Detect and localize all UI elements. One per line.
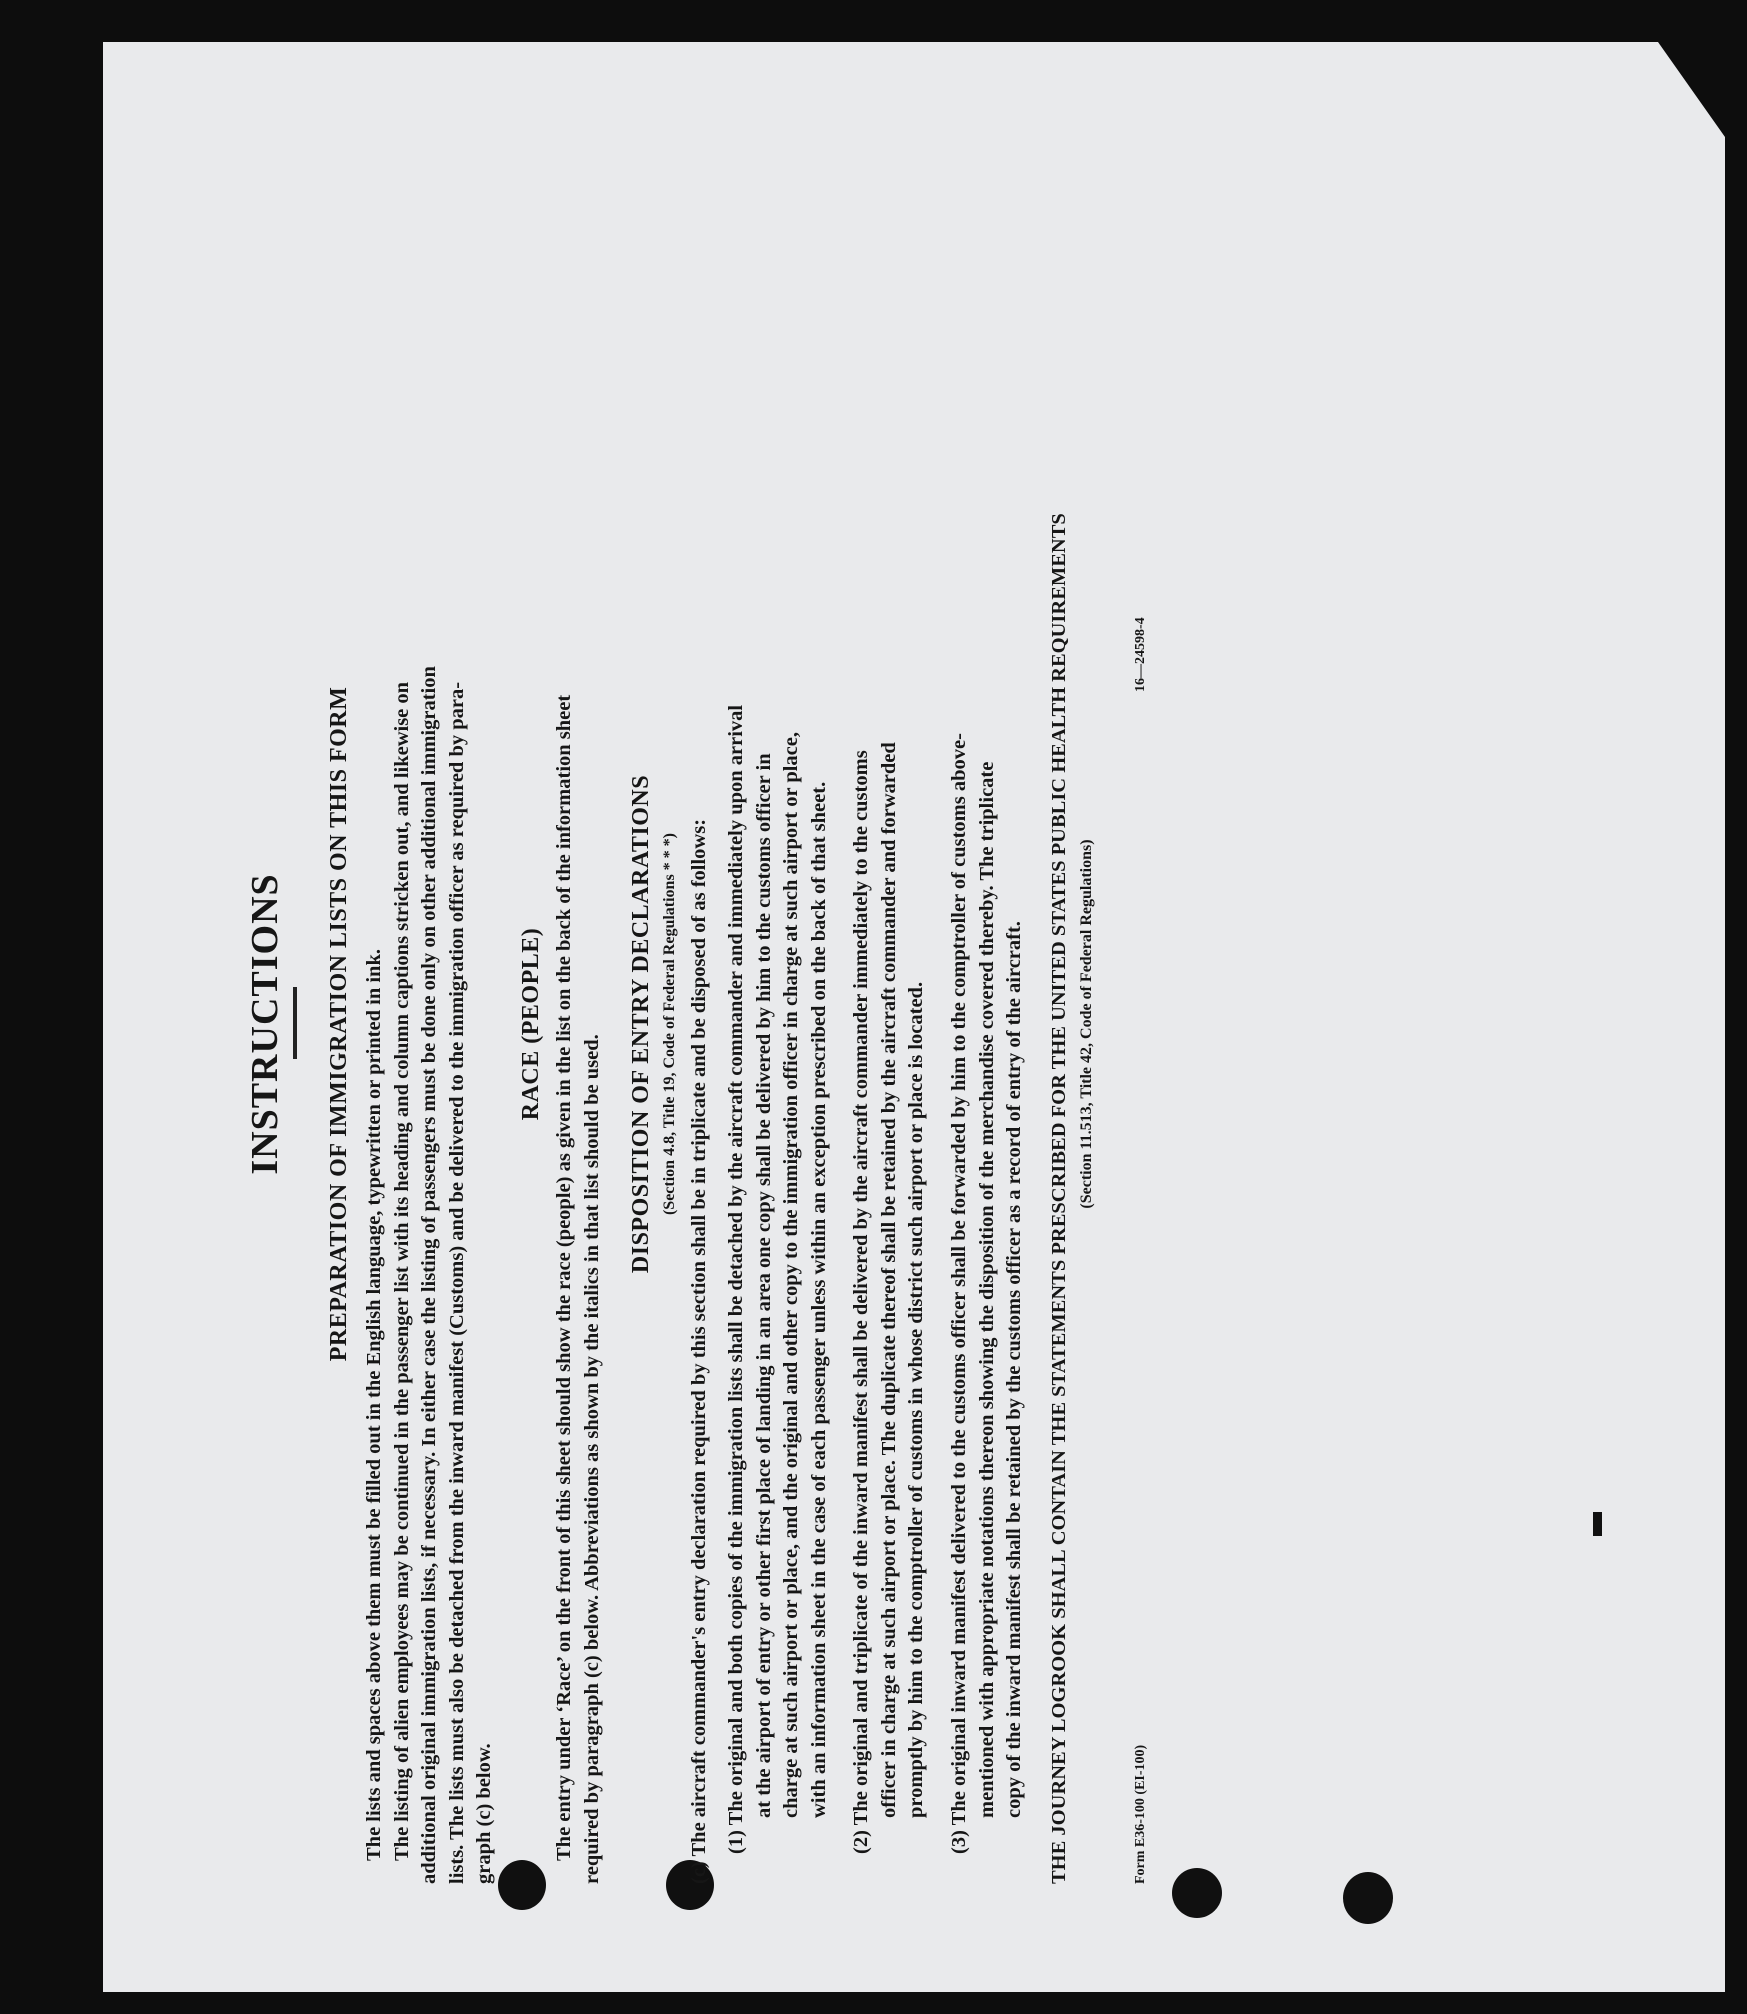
preparation-line: additional original immigration lists, if necessary. In either case the listing of passengers must be done only on other additional immigration — [418, 666, 440, 1884]
item-3-line: copy of the inward manifest shall be retained by the customs officer as a record of entry of the aircraft. — [1003, 921, 1025, 1818]
item-3-line: mentioned with appropriate notations thereon showing the disposition of the merchandise covered thereby. The triplicate — [976, 761, 998, 1818]
health-requirements-line: THE JOURNEY LOGROOK SHALL CONTAIN THE STATEMENTS PRESCRIBED FOR THE UNITED STATES PUBLIC HEALTH REQUIREMENTS — [1048, 513, 1070, 1884]
form-number: Form E36-100 (EI-100) — [1133, 1744, 1148, 1884]
title-underline — [293, 987, 297, 1059]
preparation-line: The lists and spaces above them must be filled out in the English language, typewritten or printed in ink. — [363, 949, 385, 1861]
item-2-line: officer in charge at such airport or place. The duplicate thereof shall be retained by the aircraft commander and forwarded — [878, 742, 900, 1818]
ink-mark — [1593, 1512, 1602, 1536]
print-code: 16—24598-4 — [1133, 617, 1148, 692]
item-1-line: at the airport of entry or other first place of landing in an area one copy shall be delivered by him to the customs officer in — [753, 753, 775, 1818]
item-2-line: (2) The original and triplicate of the inward manifest shall be delivered by the aircraft commander immediately to the customs — [850, 750, 872, 1854]
race-heading: RACE (PEOPLE) — [518, 927, 544, 1121]
item-1-line: charge at such airport or place, and the original and other copy to the immigration officer in charge at such airport or place, — [780, 731, 802, 1818]
health-citation: (Section 11.513, Title 42, Code of Federal Regulations) — [1078, 839, 1095, 1209]
section-c-intro: (c) The aircraft commander's entry declaration required by this section shall be in triplicate and be disposed of as follows: — [688, 818, 710, 1884]
race-line: required by paragraph (c) below. Abbreviations as shown by the italics in that list should be used. — [581, 1034, 603, 1884]
page-title: INSTRUCTIONS — [244, 873, 286, 1175]
preparation-line: graph (c) below. — [473, 1743, 495, 1884]
item-2-line: promptly by him to the comptroller of customs in whose district such airport or place is located. — [905, 981, 927, 1818]
punch-hole — [1343, 1872, 1393, 1924]
preparation-line: lists. The lists must also be detached from the inward manifest (Customs) and be delivered to the immigration officer as required by para- — [446, 681, 468, 1884]
disposition-heading: DISPOSITION OF ENTRY DECLARATIONS — [628, 774, 654, 1274]
item-3-line: (3) The original inward manifest delivered to the customs officer shall be forwarded by him to the comptroller of customs above- — [948, 733, 970, 1854]
preparation-heading: PREPARATION OF IMMIGRATION LISTS ON THIS FORM — [326, 686, 352, 1362]
item-1-line: (1) The original and both copies of the immigration lists shall be detached by the aircraft commander and immediately upon arrival — [725, 704, 747, 1854]
instructions-text-block — [243, 124, 1258, 1924]
preparation-line: The listing of alien employees may be continued in the passenger list with its heading and column captions stricken out, and likewise on — [391, 681, 413, 1861]
item-1-line: with an information sheet in the case of each passenger unless within an exception prescribed on the back of that sheet. — [808, 781, 830, 1818]
race-line: The entry under ‘Race’ on the front of this sheet should show the race (people) as given in the list on the back of the information sheet — [553, 694, 575, 1861]
disposition-citation: (Section 4.8, Title 19, Code of Federal Regulations * * *) — [661, 832, 678, 1216]
